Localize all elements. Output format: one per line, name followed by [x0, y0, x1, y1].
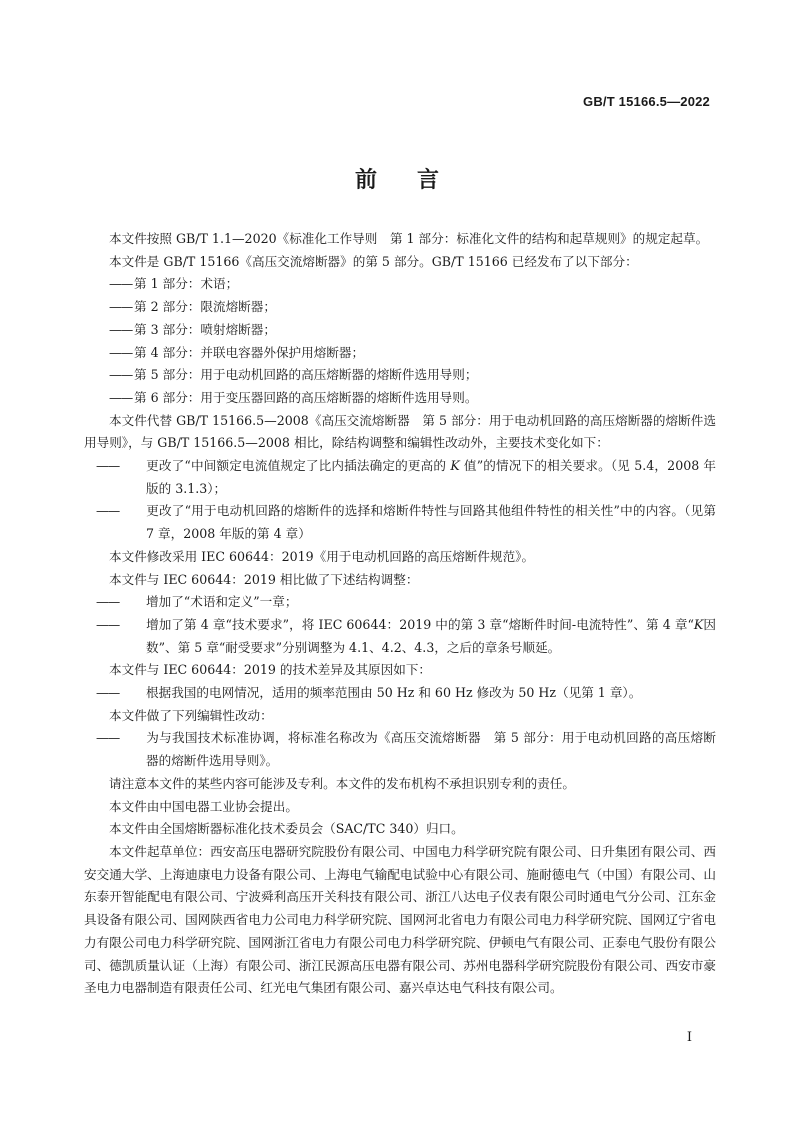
- list-item-part-3: [84, 319, 716, 342]
- dash-mark: ——: [96, 594, 120, 610]
- dash-mark: ——: [109, 344, 133, 360]
- paragraph-technical-differences: 本文件与 IEC 60644：2019 的技术差异及其原因如下：: [109, 662, 432, 678]
- dash-mark: ——: [109, 367, 133, 383]
- list-item-text: 第 5 部分：用于电动机回路的高压熔断器的熔断件选用导则；: [134, 367, 478, 383]
- dash-mark: ——: [96, 458, 120, 474]
- list-item-part-2: [84, 296, 716, 319]
- list-item-text: 因数”、第 5 章“耐受要求”分别调整为 4.1、4.2、4.3，之后的章条号顺延。: [146, 616, 717, 655]
- list-item-part-4: [84, 342, 716, 365]
- list-item-text: 为与我国技术标准协调，将标准名称改为《高压交流熔断器 第 5 部分：用于电动机回路的高压熔断器的熔断件选用导则》。: [146, 730, 716, 769]
- page-title: 前言: [354, 167, 479, 193]
- list-item-change-1: [84, 455, 716, 500]
- list-item-editorial-1: [84, 727, 716, 772]
- paragraph-drafting-rules: 本文件按照 GB/T 1.1—2020《标准化工作导则 第 1 部分：标准化文件的结构和起草规则》的规定起草。: [109, 231, 709, 246]
- standard-number: GB/T 15166.5—2022: [583, 94, 710, 109]
- dash-mark: ——: [96, 503, 120, 519]
- paragraph-adoption: 本文件修改采用 IEC 60644：2019《用于电动机回路的高压熔断件规范》。: [109, 548, 535, 564]
- list-item-text: 更改了“用于电动机回路的熔断件的选择和熔断件特性与回路其他组件特性的相关性”中的内容。（见第 7 章，2008 年版的第 4 章）: [146, 503, 716, 542]
- paragraph-structure-changes: 本文件与 IEC 60644：2019 相比做了下述结构调整：: [109, 571, 419, 587]
- list-item-text: 根据我国的电网情况，适用的频率范围由 50 Hz 和 60 Hz 修改为 50 Hz（见第 1 章）。: [146, 685, 642, 701]
- list-item-text: 更改了“中间额定电流值规定了比内插法确定的更高的: [146, 458, 451, 474]
- paragraph-patent-notice: 请注意本文件的某些内容可能涉及专利。本文件的发布机构不承担识别专利的责任。: [109, 775, 575, 791]
- list-item-part-1: [84, 273, 716, 296]
- list-item-text: 值”的情况下的相关要求。（见 5.4，2008 年版的 3.1.3）；: [146, 458, 716, 496]
- k-symbol: K: [693, 616, 704, 632]
- paragraph-replacement: 本文件代替 GB/T 15166.5—2008《高压交流熔断器 第 5 部分：用于电动机回路的高压熔断器的熔断件选用导则》，与 GB/T 15166.5—2008 相比，除结构调整和编辑性改动外，主要技术变化如下：: [84, 412, 716, 451]
- list-item-part-5: [84, 364, 716, 387]
- paragraph-proposer: 本文件由中国电器工业协会提出。: [109, 798, 298, 814]
- list-item-part-6: [84, 387, 716, 410]
- paragraph-series-info: 本文件是 GB/T 15166《高压交流熔断器》的第 5 部分。GB/T 15166 已经发布了以下部分：: [109, 253, 638, 269]
- list-item-text: 第 1 部分：术语；: [134, 276, 239, 292]
- list-item-text: 第 2 部分：限流熔断器；: [134, 299, 276, 315]
- dash-mark: ——: [109, 389, 133, 405]
- k-symbol: K: [450, 458, 460, 474]
- list-item-text: 增加了第 4 章“技术要求”，将 IEC 60644：2019 中的第 3 章“熔断件时间-电流特性”、第 4 章“: [146, 616, 694, 632]
- paragraph-committee: 本文件由全国熔断器标准化技术委员会（SAC/TC 340）归口。: [109, 821, 464, 837]
- foreword-body: [84, 228, 716, 1000]
- list-item-text: 第 6 部分：用于变压器回路的高压熔断器的熔断件选用导则。: [134, 389, 478, 405]
- list-item-structure-1: [84, 591, 716, 614]
- list-item-structure-2: [84, 614, 716, 659]
- dash-mark: ——: [109, 299, 133, 315]
- dash-mark: ——: [96, 616, 120, 632]
- list-item-text: 增加了“术语和定义”一章；: [146, 594, 298, 610]
- list-item-text: 第 3 部分：喷射熔断器；: [134, 321, 276, 337]
- page-number: I: [686, 1030, 692, 1045]
- paragraph-editorial-changes: 本文件做了下列编辑性改动：: [109, 707, 273, 723]
- paragraph-drafting-units: 本文件起草单位：西安高压电器研究院股份有限公司、中国电力科学研究院有限公司、日升集团有限公司、西安交通大学、上海迪康电力设备有限公司、上海电气输配电试验中心有限公司、施耐德电气（中国）有限公司、山东泰开智能配电有限公司、宁波舜利高压开关科技有限公司、浙江八达电子仪表有限公司时通电气分公司、江东金具设备有限公司、国网陕西省电力公司电力科学研究院、国网河北省电力有限公司电力科学研究院、国网辽宁省电力有限公司电力科学研究院、国网浙江省电力有限公司电力科学研究院、伊顿电气有限公司、正泰电气股份有限公司、德凯质量认证（上海）有限公司、浙江民源高压电器有限公司、苏州电器科学研究院股份有限公司、西安市豪圣电力电器制造有限责任公司、红光电气集团有限公司、嘉兴卓达电气科技有限公司。: [84, 843, 716, 996]
- dash-mark: ——: [96, 730, 120, 746]
- list-item-change-2: [84, 500, 716, 545]
- dash-mark: ——: [109, 276, 133, 292]
- list-item-text: 第 4 部分：并联电容器外保护用熔断器；: [134, 344, 365, 360]
- dash-mark: ——: [109, 321, 133, 337]
- dash-mark: ——: [96, 685, 120, 701]
- list-item-technical-1: [84, 682, 716, 705]
